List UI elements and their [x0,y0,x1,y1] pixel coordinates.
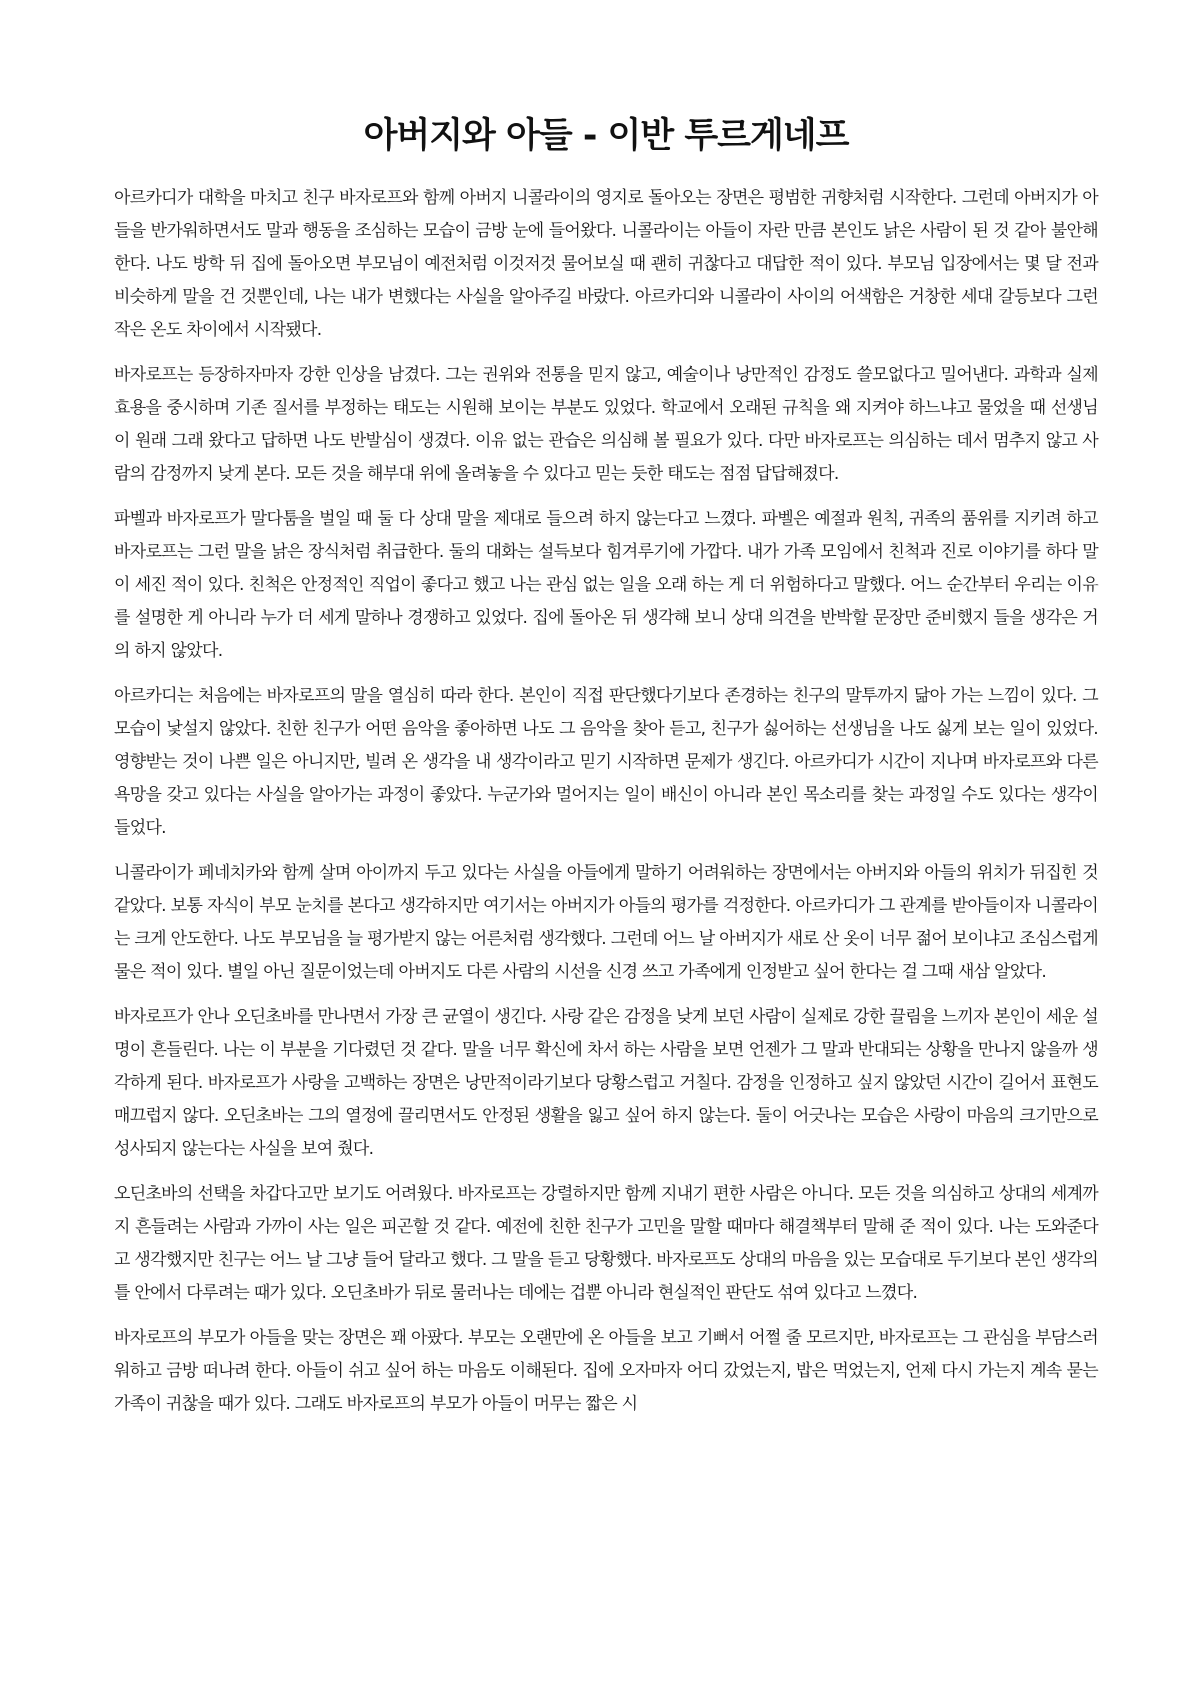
paragraph: 아르카디가 대학을 마치고 친구 바자로프와 함께 아버지 니콜라이의 영지로 돌아오는 장면은 평범한 귀향처럼 시작한다. 그런데 아버지가 아들을 반가워하면서도 말과 행동을 조심하는 모습이 금방 눈에 들어왔다. 니콜라이는 아들이 자란 만큼 본인도 낡은 사람이 된 것 같아 불안해한다. 나도 방학 뒤 집에 돌아오면 부모님이 예전처럼 이것저것 물어보실 때 괜히 귀찮다고 대답한 적이 있다. 부모님 입장에서는 몇 달 전과 비슷하게 말을 건 것뿐인데, 나는 내가 변했다는 사실을 알아주길 바랐다. 아르카디와 니콜라이 사이의 어색함은 거창한 세대 갈등보다 그런 작은 온도 차이에서 시작됐다. [114,188,1098,340]
paragraph: 니콜라이가 페네치카와 함께 살며 아이까지 두고 있다는 사실을 아들에게 말하기 어려워하는 장면에서는 아버지와 아들의 위치가 뒤집힌 것 같았다. 보통 자식이 부모 눈치를 본다고 생각하지만 여기서는 아버지가 아들의 평가를 걱정한다. 아르카디가 그 관계를 받아들이자 니콜라이는 크게 안도한다. 나도 부모님을 늘 평가받지 않는 어른처럼 생각했다. 그런데 어느 날 아버지가 새로 산 옷이 너무 젊어 보이냐고 조심스럽게 물은 적이 있다. 별일 아닌 질문이었는데 아버지도 다른 사람의 시선을 신경 쓰고 가족에게 인정받고 싶어 한다는 걸 그때 새삼 알았다. [114,863,1098,982]
paragraph: 바자로프가 안나 오딘초바를 만나면서 가장 큰 균열이 생긴다. 사랑 같은 감정을 낮게 보던 사람이 실제로 강한 끌림을 느끼자 본인이 세운 설명이 흔들린다. 나는 이 부분을 기다렸던 것 같다. 말을 너무 확신에 차서 하는 사람을 보면 언젠가 그 말과 반대되는 상황을 만나지 않을까 생각하게 된다. 바자로프가 사랑을 고백하는 장면은 낭만적이라기보다 당황스럽고 거칠다. 감정을 인정하고 싶지 않았던 시간이 길어서 표현도 매끄럽지 않다. 오딘초바는 그의 열정에 끌리면서도 안정된 생활을 잃고 싶어 하지 않는다. 둘이 어긋나는 모습은 사랑이 마음의 크기만으로 성사되지 않는다는 사실을 보여 줬다. [114,1007,1098,1159]
paragraph: 바자로프는 등장하자마자 강한 인상을 남겼다. 그는 권위와 전통을 믿지 않고, 예술이나 낭만적인 감정도 쓸모없다고 밀어낸다. 과학과 실제 효용을 중시하며 기존 질서를 부정하는 태도는 시원해 보이는 부분도 있었다. 학교에서 오래된 규칙을 왜 지켜야 하느냐고 물었을 때 선생님이 원래 그래 왔다고 답하면 나도 반발심이 생겼다. 이유 없는 관습은 의심해 볼 필요가 있다. 다만 바자로프는 의심하는 데서 멈추지 않고 사람의 감정까지 낮게 본다. 모든 것을 해부대 위에 올려놓을 수 있다고 믿는 듯한 태도는 점점 답답해졌다. [114,365,1098,484]
paragraph: 파벨과 바자로프가 말다툼을 벌일 때 둘 다 상대 말을 제대로 들으려 하지 않는다고 느꼈다. 파벨은 예절과 원칙, 귀족의 품위를 지키려 하고 바자로프는 그런 말을 낡은 장식처럼 취급한다. 둘의 대화는 설득보다 힘겨루기에 가깝다. 내가 가족 모임에서 친척과 진로 이야기를 하다 말이 세진 적이 있다. 친척은 안정적인 직업이 좋다고 했고 나는 관심 없는 일을 오래 하는 게 더 위험하다고 말했다. 어느 순간부터 우리는 이유를 설명한 게 아니라 누가 더 세게 말하나 경쟁하고 있었다. 집에 돌아온 뒤 생각해 보니 상대 의견을 반박할 문장만 준비했지 들을 생각은 거의 하지 않았다. [114,509,1098,661]
paragraph: 오딘초바의 선택을 차갑다고만 보기도 어려웠다. 바자로프는 강렬하지만 함께 지내기 편한 사람은 아니다. 모든 것을 의심하고 상대의 세계까지 흔들려는 사람과 가까이 사는 일은 피곤할 것 같다. 예전에 친한 친구가 고민을 말할 때마다 해결책부터 말해 준 적이 있다. 나는 도와준다고 생각했지만 친구는 어느 날 그냥 들어 달라고 했다. 그 말을 듣고 당황했다. 바자로프도 상대의 마음을 있는 모습대로 두기보다 본인 생각의 틀 안에서 다루려는 때가 있다. 오딘초바가 뒤로 물러나는 데에는 겁뿐 아니라 현실적인 판단도 섞여 있다고 느꼈다. [114,1184,1098,1303]
document-title: 아버지와 아들 - 이반 투르게네프 [363,116,849,156]
paragraph: 아르카디는 처음에는 바자로프의 말을 열심히 따라 한다. 본인이 직접 판단했다기보다 존경하는 친구의 말투까지 닮아 가는 느낌이 있다. 그 모습이 낯설지 않았다. 친한 친구가 어떤 음악을 좋아하면 나도 그 음악을 찾아 듣고, 친구가 싫어하는 선생님을 나도 싫게 보는 일이 있었다. 영향받는 것이 나쁜 일은 아니지만, 빌려 온 생각을 내 생각이라고 믿기 시작하면 문제가 생긴다. 아르카디가 시간이 지나며 바자로프와 다른 욕망을 갖고 있다는 사실을 알아가는 과정이 좋았다. 누군가와 멀어지는 일이 배신이 아니라 본인 목소리를 찾는 과정일 수도 있다는 생각이 들었다. [114,686,1098,838]
paragraph: 바자로프의 부모가 아들을 맞는 장면은 꽤 아팠다. 부모는 오랜만에 온 아들을 보고 기뻐서 어쩔 줄 모르지만, 바자로프는 그 관심을 부담스러워하고 금방 떠나려 한다. 아들이 쉬고 싶어 하는 마음도 이해된다. 집에 오자마자 어디 갔었는지, 밥은 먹었는지, 언제 다시 가는지 계속 묻는 가족이 귀찮을 때가 있다. 그래도 바자로프의 부모가 아들이 머무는 짧은 시 [114,1328,1098,1414]
